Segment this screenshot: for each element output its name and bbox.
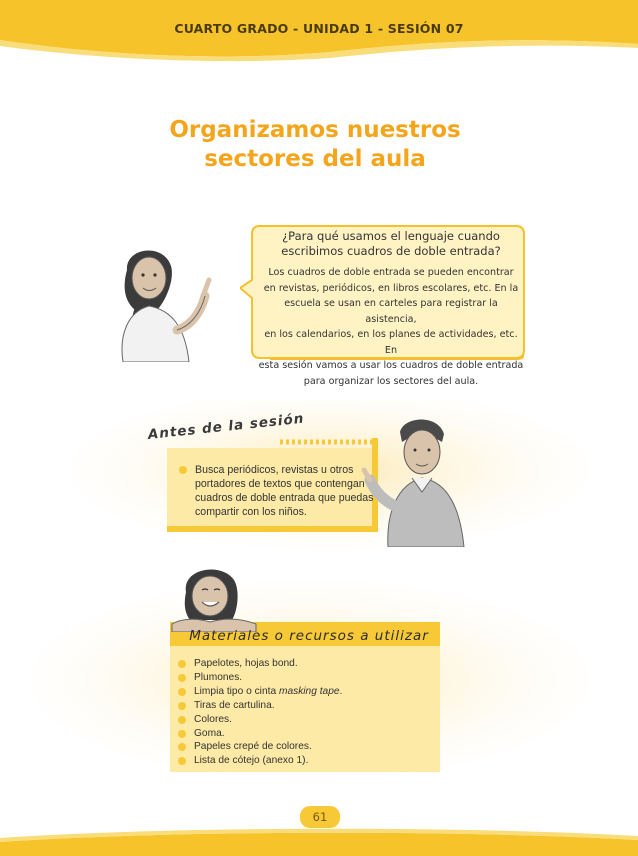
list-item — [176, 713, 436, 727]
smiling-girl-illustration — [168, 562, 260, 632]
bullet-icon — [178, 743, 186, 751]
bubble-text — [258, 265, 524, 389]
materiales-title: Materiales o recursos a utilizar — [189, 628, 429, 644]
bullet-icon — [178, 730, 186, 738]
materiales-item-emphasis: masking tape — [278, 685, 340, 697]
header-title: CUARTO GRADO - UNIDAD 1 - SESIÓN 07 — [174, 21, 464, 36]
bubble-text-line: en los calendarios, en los planes de actividades, etc. En — [264, 329, 518, 356]
materiales-item-text: Plumones. — [194, 671, 243, 683]
page-number: 61 — [312, 810, 328, 824]
list-item — [176, 740, 436, 754]
materiales-item-text: Papeles crepé de colores. — [194, 741, 312, 753]
list-item — [176, 685, 436, 699]
bullet-icon — [178, 674, 186, 682]
list-item — [176, 754, 436, 768]
page-title-line-2: sectores del aula — [204, 146, 426, 172]
girl-pointing-illustration — [105, 240, 240, 362]
materiales-item-text: Tiras de cartulina. — [194, 699, 275, 711]
antes-item-line: compartir con los niños. — [195, 506, 307, 518]
antes-title: Antes de la sesión — [147, 410, 306, 443]
list-item — [177, 463, 377, 519]
antes-item-line: cuadros de doble entrada que puedas — [195, 492, 374, 504]
materiales-item-after: . — [339, 685, 343, 697]
bubble-text-line: esta sesión vamos a usar los cuadros de doble entrada — [258, 360, 524, 371]
page-title — [150, 116, 480, 174]
page-title-line-1: Organizamos nuestros — [169, 117, 461, 143]
materiales-item-text: Limpia tipo o cinta — [194, 685, 279, 697]
bubble-text-line: en revistas, periódicos, en libros escolares, etc. En la — [263, 282, 519, 294]
list-item — [176, 727, 436, 741]
antes-item-line: portadores de textos que contengan — [195, 478, 365, 490]
bubble-question — [258, 229, 524, 259]
materiales-list — [176, 657, 436, 768]
materiales-item-text: Goma. — [194, 727, 225, 739]
list-item — [176, 699, 436, 713]
bubble-text-line: escuela se usan en carteles para registrar la asistencia, — [284, 298, 498, 325]
bubble-text-line: Los cuadros de doble entrada se pueden encontrar — [268, 267, 514, 278]
bullet-icon — [178, 757, 186, 765]
bubble-text-line: para organizar los sectores del aula. — [303, 375, 479, 387]
bubble-question-line-2: escribimos cuadros de doble entrada? — [281, 244, 501, 258]
list-item — [176, 657, 436, 671]
materiales-item-text: Colores. — [194, 713, 232, 725]
antes-item-line: Busca periódicos, revistas u otros — [195, 464, 354, 476]
bullet-icon — [178, 688, 186, 696]
bullet-icon — [178, 660, 186, 668]
materiales-item-text: Lista de cótejo (anexo 1). — [194, 755, 309, 767]
bubble-question-line-1: ¿Para qué usamos el lenguaje cuando — [282, 229, 500, 243]
bullet-icon — [178, 702, 186, 710]
bullet-icon — [179, 466, 187, 474]
materiales-item-text: Papelotes, hojas bond. — [194, 658, 298, 669]
teacher-illustration — [360, 412, 475, 547]
list-item — [176, 671, 436, 685]
bullet-icon — [178, 716, 186, 724]
antes-list — [177, 463, 377, 519]
